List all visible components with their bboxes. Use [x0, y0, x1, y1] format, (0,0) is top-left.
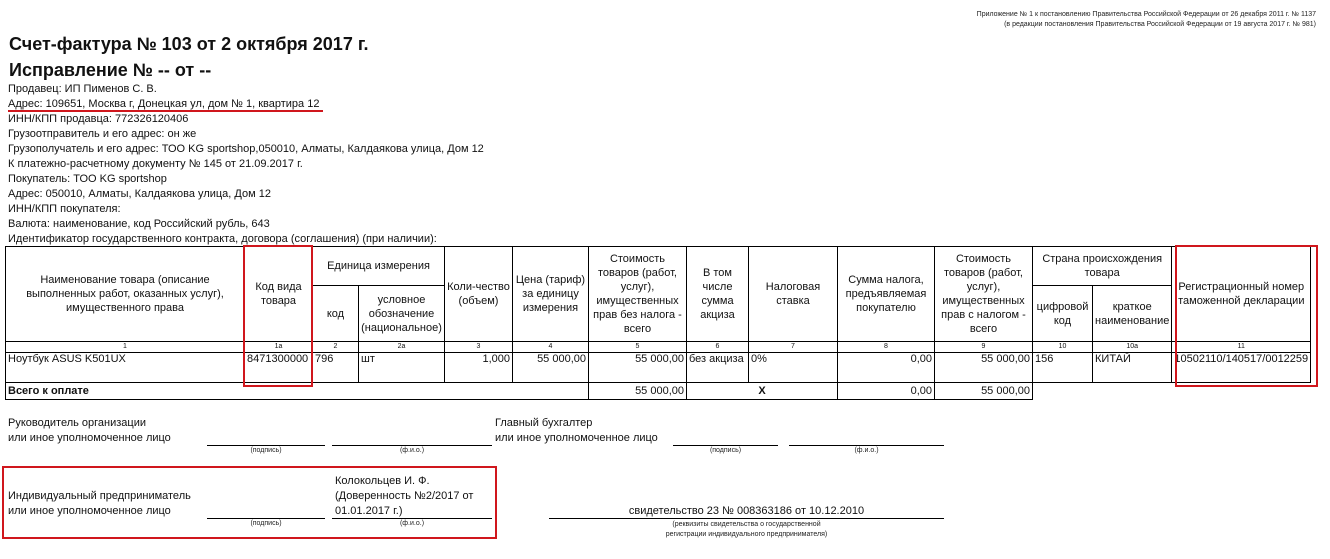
table-row [6, 353, 1311, 383]
col-number: 10а [1093, 342, 1172, 353]
ip-label-2: или иное уполномоченное лицо [8, 505, 171, 517]
ip-sign-caption: (подпись) [250, 520, 282, 527]
header-country-code: цифровой код [1033, 286, 1093, 342]
col-number: 3 [445, 342, 513, 353]
header-type-code: Код вида товара [245, 247, 313, 342]
certificate-caption [549, 520, 944, 540]
col-number: 7 [749, 342, 838, 353]
accountant-sign-caption: (подпись) [709, 447, 742, 454]
currency-line: Валюта: наименование, код Российский рубль, 643 [8, 218, 270, 230]
header-unit-name: условное обозначение (национальное) [359, 286, 445, 342]
total-excise: Х [687, 383, 838, 400]
customs-highlight [1175, 245, 1318, 387]
ip-name-1: Колокольцев И. Ф. [335, 475, 430, 487]
header-excise: В том числе сумма акциза [687, 247, 749, 342]
col-number: 5 [589, 342, 687, 353]
header-unit-code: код [313, 286, 359, 342]
header-tax-sum: Сумма налога, предъявляемая покупателю [838, 247, 935, 342]
col-number: 1а [245, 342, 313, 353]
header-customs: Регистрационный номер таможенной декларации [1172, 247, 1311, 342]
seller-inn-line: ИНН/КПП продавца: 772326120406 [8, 113, 189, 125]
col-number: 2 [313, 342, 359, 353]
ip-label-1: Индивидуальный предприниматель [8, 490, 191, 502]
cell-excise: без акциза [687, 353, 749, 383]
total-cost-no-tax: 55 000,00 [589, 383, 687, 400]
certificate-line [549, 518, 944, 519]
head-sign-line [207, 445, 325, 446]
info-block [8, 82, 484, 247]
cell-type-code: 8471300000 [245, 353, 313, 383]
invoice-table [5, 246, 1311, 400]
legal-note-2: (в редакции постановления Правительства Российской Федерации от 19 августа 2017 г. № 981) [1004, 21, 1316, 28]
accountant-label-2: или иное уполномоченное лицо [495, 432, 658, 444]
accountant-signatory [495, 416, 658, 446]
buyer-address-line: Адрес: 050010, Алматы, Калдаякова улица, Дом 12 [8, 188, 271, 200]
seller-address-line: Адрес: 109651, Москва г, Донецкая ул, дом № 1, квартира 12 [8, 98, 320, 110]
cell-unit-name: шт [359, 353, 445, 383]
correction-title: Исправление № -- от -- [9, 60, 212, 80]
cell-unit-code: 796 [313, 353, 359, 383]
shipper-line: Грузоотправитель и его адрес: он же [8, 128, 197, 140]
legal-note-1: Приложение № 1 к постановлению Правительства Российской Федерации от 26 декабря 2011 г. № 1137 [976, 11, 1316, 18]
accountant-label-1: Главный бухгалтер [495, 417, 593, 429]
header-price: Цена (тариф) за единицу измерения [513, 247, 589, 342]
ip-name-3: 01.01.2017 г.) [335, 505, 403, 517]
cell-tax-rate: 0% [749, 353, 838, 383]
total-label: Всего к оплате [6, 383, 589, 400]
column-numbers-row [6, 342, 1311, 353]
header-tax-rate: Налоговая ставка [749, 247, 838, 342]
consignee-line: Грузополучатель и его адрес: ТОО KG sportshop,050010, Алматы, Калдаякова улица, Дом 12 [8, 143, 484, 155]
col-number: 4 [513, 342, 589, 353]
invoice-title: Счет-фактура № 103 от 2 октября 2017 г. [9, 34, 369, 54]
head-label-1: Руководитель организации [8, 417, 147, 429]
col-number: 2а [359, 342, 445, 353]
total-row [6, 383, 1311, 400]
header-country-name: краткое наименование [1093, 286, 1172, 342]
accountant-fio-caption: (ф.и.о.) [854, 447, 879, 454]
ip-fio-caption: (ф.и.о.) [399, 520, 425, 527]
payment-doc-line: К платежно-расчетному документу № 145 от 21.09.2017 г. [8, 158, 303, 170]
type-code-highlight [243, 245, 313, 387]
head-sign-caption: (подпись) [250, 447, 282, 454]
cell-qty: 1,000 [445, 353, 513, 383]
cell-name: Ноутбук ASUS K501UX [6, 353, 245, 383]
ip-name-2: (Доверенность №2/2017 от [335, 490, 474, 502]
cell-country-code: 156 [1033, 353, 1093, 383]
head-signatory [8, 416, 171, 446]
cell-price: 55 000,00 [513, 353, 589, 383]
header-cost-with-tax: Стоимость товаров (работ, услуг), имущественных прав с налогом - всего [935, 247, 1033, 342]
col-number: 11 [1172, 342, 1311, 353]
contract-id-line: Идентификатор государственного контракта, договора (соглашения) (при наличии): [8, 233, 437, 245]
cell-customs: 10502110/140517/0012259 [1172, 353, 1311, 383]
cell-country-name: КИТАЙ [1093, 353, 1172, 383]
certificate-text: свидетельство 23 № 008363186 от 10.12.2010 [628, 505, 865, 517]
col-number: 6 [687, 342, 749, 353]
accountant-fio-line [789, 445, 944, 446]
header-cost-no-tax: Стоимость товаров (работ, услуг), имущественных прав без налога - всего [589, 247, 687, 342]
seller-line: Продавец: ИП Пименов С. В. [8, 83, 157, 95]
buyer-inn-line: ИНН/КПП покупателя: [8, 203, 121, 215]
header-country: Страна происхождения товара [1033, 247, 1172, 286]
ip-highlight [2, 466, 497, 539]
col-number: 10 [1033, 342, 1093, 353]
header-name: Наименование товара (описание выполненных работ, оказанных услуг), имущественного права [6, 247, 245, 342]
total-cost-with-tax: 55 000,00 [935, 383, 1033, 400]
col-number: 1 [6, 342, 245, 353]
total-tax-sum: 0,00 [838, 383, 935, 400]
col-number: 8 [838, 342, 935, 353]
col-number: 9 [935, 342, 1033, 353]
certificate-caption-2: регистрации индивидуального предпринимателя) [665, 531, 828, 538]
address-underline [8, 110, 323, 112]
cell-cost-no-tax: 55 000,00 [589, 353, 687, 383]
cell-cost-with-tax: 55 000,00 [935, 353, 1033, 383]
head-label-2: или иное уполномоченное лицо [8, 432, 171, 444]
header-unit: Единица измерения [313, 247, 445, 286]
head-fio-line [332, 445, 492, 446]
accountant-sign-line [673, 445, 778, 446]
certificate-caption-1: (реквизиты свидетельства о государственной [672, 521, 821, 528]
cell-tax-sum: 0,00 [838, 353, 935, 383]
header-qty: Коли-чество (объем) [445, 247, 513, 342]
buyer-line: Покупатель: ТОО KG sportshop [8, 173, 167, 185]
head-fio-caption: (ф.и.о.) [399, 447, 425, 454]
